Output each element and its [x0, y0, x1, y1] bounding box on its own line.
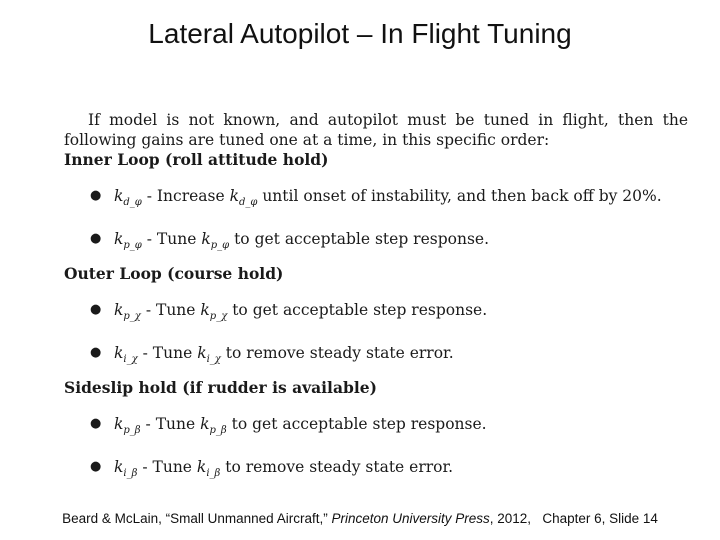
bullet-icon: ●	[90, 416, 102, 432]
gain-ref: $k_{i\_\beta}$	[196, 458, 221, 480]
section-heading-sideslip-hold: Sideslip hold (if rudder is available)	[64, 378, 377, 398]
gain-symbol: $k_{p\_\varphi}$	[114, 230, 142, 252]
bullet-icon: ●	[90, 302, 102, 318]
bullet-icon: ●	[90, 459, 102, 475]
item-text-a: - Tune	[145, 415, 201, 434]
gain-ref: $k_{i\_\chi}$	[197, 344, 221, 366]
list-item	[64, 186, 688, 213]
section-heading-inner-loop: Inner Loop (roll attitude hold)	[64, 150, 329, 169]
list-item	[64, 300, 688, 327]
gain-ref: $k_{p\_\varphi}$	[201, 230, 230, 252]
item-text-a: - Tune	[142, 344, 198, 363]
bullet-icon: ●	[90, 188, 102, 203]
gain-symbol: $k_{i\_\beta}$	[114, 458, 138, 480]
list-item	[64, 343, 688, 370]
slide-body	[64, 110, 688, 485]
gain-ref: $k_{p\_\beta}$	[200, 415, 227, 437]
list-item	[64, 414, 688, 441]
item-text-a: - Tune	[145, 301, 201, 320]
item-text-b: to get acceptable step response.	[232, 301, 488, 320]
section-heading-outer-loop: Outer Loop (course hold)	[64, 264, 284, 284]
gain-symbol: $k_{p\_\chi}$	[114, 301, 141, 323]
slide-title: Lateral Autopilot – In Flight Tuning	[148, 18, 572, 49]
gain-symbol: $k_{p\_\beta}$	[114, 415, 141, 437]
list-item	[64, 457, 688, 484]
item-text-b: to get acceptable step response.	[234, 230, 489, 249]
item-text-b: to remove steady state error.	[225, 344, 454, 363]
bullet-icon: ●	[90, 231, 102, 247]
item-text-b: to get acceptable step response.	[231, 415, 487, 434]
bullet-icon: ●	[90, 345, 102, 361]
footer-publisher: Princeton University Press	[331, 511, 490, 526]
intro-paragraph: If model is not known, and autopilot must be tuned in flight, then the following gains are tuned one at a time, in this specific order:	[64, 111, 688, 149]
inner-loop-list	[64, 186, 688, 256]
item-text-a: - Tune	[146, 230, 202, 249]
item-text-a: - Increase	[146, 187, 230, 205]
gain-ref: $k_{p\_\chi}$	[200, 301, 228, 323]
item-text-b: until onset of instability, and then back off by 20%.	[262, 187, 662, 205]
outer-loop-list	[64, 300, 688, 370]
list-item	[64, 229, 688, 256]
item-text-a: - Tune	[142, 458, 197, 477]
gain-symbol: $k_{i\_\chi}$	[114, 344, 138, 366]
gain-ref: $k_{d\_\varphi}$	[229, 187, 258, 209]
slide-footer	[0, 511, 720, 526]
sideslip-list	[64, 414, 688, 484]
footer-citation: Beard & McLain, “Small Unmanned Aircraft,”	[62, 511, 332, 526]
item-text-b: to remove steady state error.	[225, 458, 454, 477]
gain-symbol: $k_{d\_\varphi}$	[114, 187, 142, 209]
footer-year: , 2012,	[489, 511, 535, 526]
footer-slide-ref: Chapter 6, Slide 14	[542, 511, 658, 526]
